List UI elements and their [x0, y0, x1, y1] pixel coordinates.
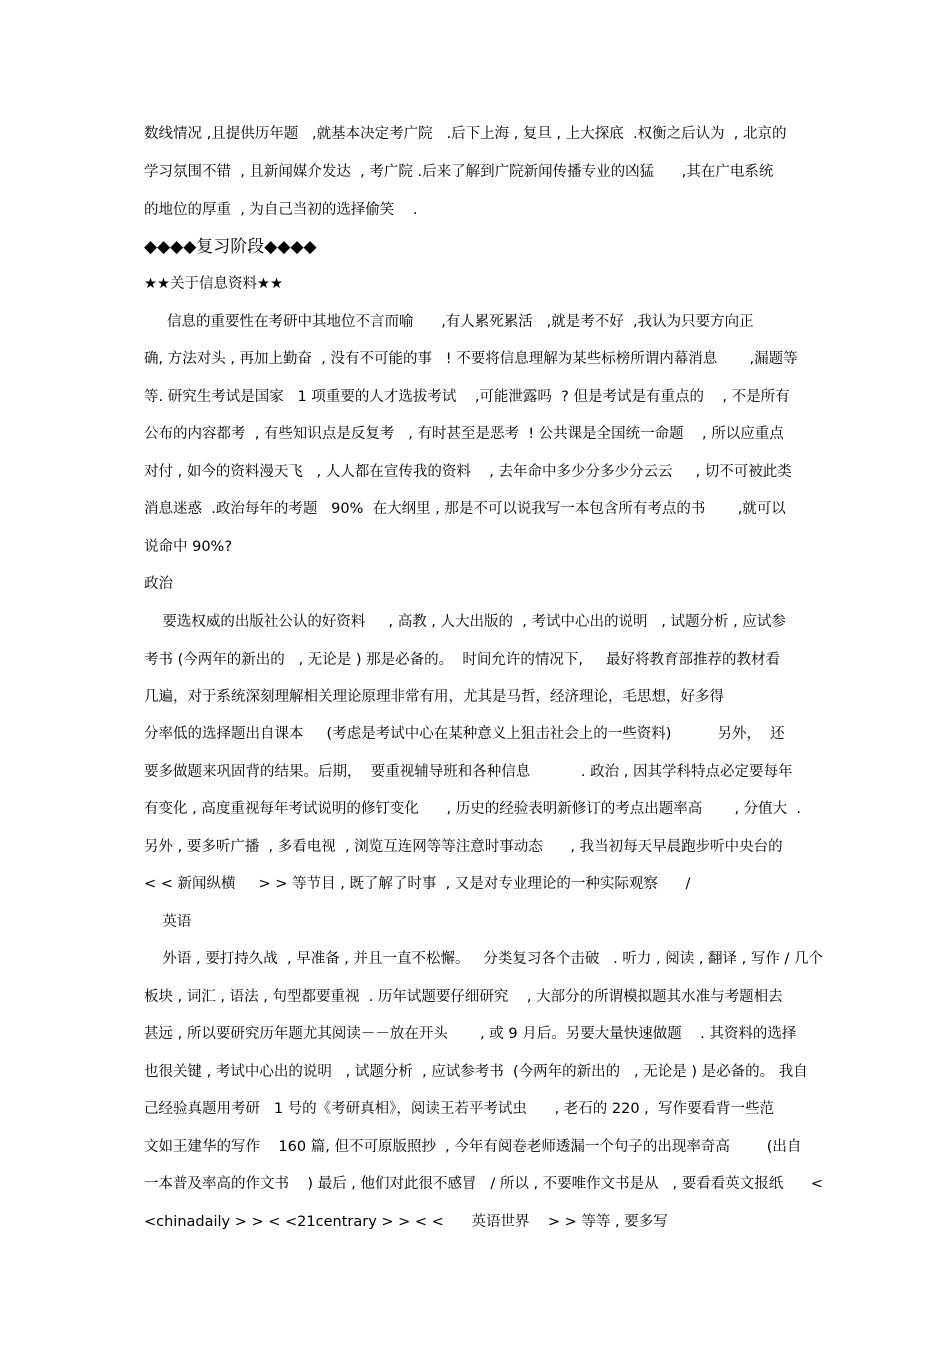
- paragraph-line: 信息的重要性在考研中其地位不言而喻 ,有人累死累活 ,就是考不好 ,我认为只要方向正: [144, 314, 754, 330]
- paragraph-line: 板块 , 词汇 , 语法 , 句型都要重视 . 历年试题要仔细研究 , 大部分的所谓模拟题其水准与考题相去: [144, 989, 783, 1005]
- subsection-heading: ★★关于信息资料★★: [144, 276, 283, 292]
- paragraph-line: 要多做题来巩固背的结果。后期， 要重视辅导班和各种信息 . 政治 , 因其学科特点必定要每年: [144, 764, 793, 780]
- topic-label-english: 英语: [144, 914, 192, 930]
- paragraph-line: 要选权威的出版社公认的好资料 , 高教 , 人大出版的 , 考试中心出的说明 , 试题分析 , 应试参: [144, 614, 786, 630]
- paragraph-line: 文如王建华的写作 160 篇, 但不可原版照抄 , 今年有阅卷老师透漏一个句子的出现率奇高 (出自: [144, 1139, 802, 1155]
- paragraph-line: 也很关键 , 考试中心出的说明 , 试题分析 , 应试参考书 (今两年的新出的 , 无论是 ) 是必备的。 我自: [144, 1064, 808, 1080]
- topic-label-politics: 政治: [144, 576, 173, 592]
- paragraph-line: 确, 方法对头 , 再加上勤奋 , 没有不可能的事 ! 不要将信息理解为某些标榜所谓内幕消息 ,漏题等: [144, 351, 798, 367]
- paragraph-line: 一本普及率高的作文书 ) 最后 , 他们对此很不感冒 / 所以 , 不要唯作文书是从 , 要看看英文报纸 <: [144, 1176, 824, 1192]
- paragraph-line: 的地位的厚重 , 为自己当初的选择偷笑 .: [144, 202, 418, 218]
- paragraph-line: 对付 , 如今的资料漫天飞 , 人人都在宣传我的资料 , 去年命中多少分多少分云云 , 切不可被此类: [144, 464, 792, 480]
- paragraph-line: <chinadaily > > < <21centrary > > < < 英语世界 > > 等等 , 要多写: [144, 1214, 668, 1230]
- paragraph-line: 公布的内容都考 , 有些知识点是反复考 , 有时甚至是恶考 ! 公共课是全国统一命题 , 所以应重点: [144, 426, 784, 442]
- paragraph-line: 外语 , 要打持久战 , 早准备 , 并且一直不松懈。 分类复习各个击破 . 听力 , 阅读 , 翻译 , 写作 / 几个: [144, 951, 823, 967]
- paragraph-line: 几遍，对于系统深刻理解相关理论原理非常有用，尤其是马哲，经济理论，毛思想，好多得: [144, 689, 724, 705]
- paragraph-line: 分率低的选择题出自课本 (考虑是考试中心在某种意义上狙击社会上的一些资料) 另外， 还: [144, 726, 785, 742]
- paragraph-line: 有变化 , 高度重视每年考试说明的修钉变化 , 历史的经验表明新修订的考点出题率高 , 分值大 .: [144, 801, 802, 817]
- paragraph-line: 考书 (今两年的新出的 , 无论是 ) 那是必备的。 时间允许的情况下, 最好将教育部推荐的教材看: [144, 652, 781, 668]
- paragraph-line: 等. 研究生考试是国家 1 项重要的人才选拔考试 ,可能泄露吗 ? 但是考试是有重点的 , 不是所有: [144, 389, 790, 405]
- paragraph-line: 消息迷惑 .政治每年的考题 90% 在大纲里 , 那是不可以说我写一本包含所有考点的书 ,就可以: [144, 501, 786, 517]
- paragraph-line: 学习氛围不错 , 且新闻媒介发达 , 考广院 .后来了解到广院新闻传播专业的凶猛 ,其在广电系统: [144, 164, 774, 180]
- paragraph-line: 己经验真题用考研 1 号的《考研真相》，阅读王若平考试虫 , 老石的 220 , 写作要看背一些范: [144, 1101, 775, 1117]
- section-heading: ◆◆◆◆复习阶段◆◆◆◆: [144, 237, 317, 257]
- paragraph-line: 说命中 90%?: [144, 539, 233, 555]
- paragraph-line: < < 新闻纵横 > > 等节目 , 既了解了时事 , 又是对专业理论的一种实际观察 /: [144, 876, 691, 892]
- paragraph-line: 数线情况 ,且提供历年题 ,就基本决定考广院 .后下上海 , 复旦 , 上大探底 .权衡之后认为 , 北京的: [144, 126, 787, 142]
- paragraph-line: 甚远 , 所以要研究历年题尤其阅读－－放在开头 , 或 9 月后。另要大量快速做题 . 其资料的选择: [144, 1026, 797, 1042]
- paragraph-line: 另外 , 要多听广播 , 多看电视 , 浏览互连网等等注意时事动态 , 我当初每天早晨跑步听中央台的: [144, 839, 783, 855]
